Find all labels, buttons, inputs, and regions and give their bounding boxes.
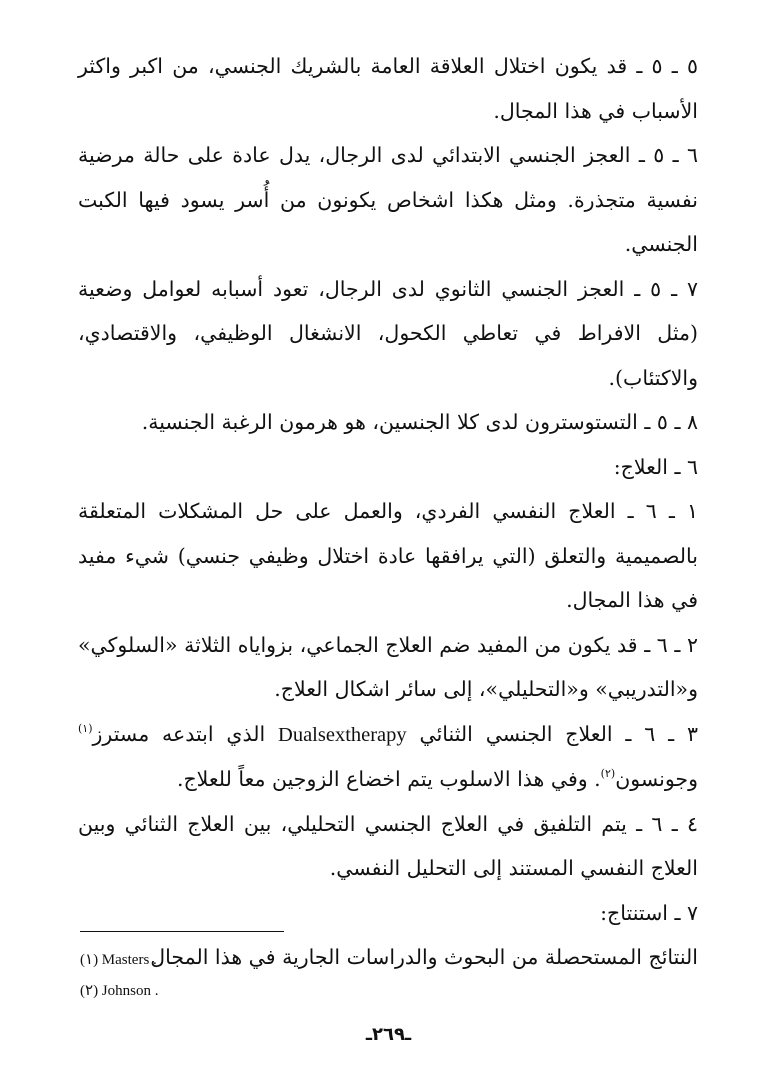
paragraph-6-3-mid: الذي ابتدعه مسترز (92, 721, 266, 746)
footnote-ref-1[interactable]: (١) (78, 721, 93, 735)
footnote-2: (٢) Johnson . (80, 983, 159, 999)
paragraph-conclusion: النتائج المستحصلة من البحوث والدراسات الجارية في هذا المجال (150, 945, 698, 969)
paragraph-5-7: ٧ ـ ٥ ـ العجز الجنسي الثانوي لدى الرجال، تعود أسبابه لعوامل وضعية (مثل الافراط في تعاطي الكحول، الانشغال الوظيفي، والاقتصادي، والاكتئاب). (78, 276, 698, 390)
footnote-1: (١) Masters . (80, 952, 157, 968)
paragraph-6-3 (78, 712, 698, 802)
section-heading-conclusion: ٧ ـ استنتاج: (600, 900, 698, 925)
paragraph-6-3-mid2: وجونسون (615, 767, 698, 791)
paragraph-6-4: ٤ ـ ٦ ـ يتم التلفيق في العلاج الجنسي التحليلي، بين العلاج الثنائي وبين العلاج النفسي المستند إلى التحليل النفسي. (78, 811, 698, 880)
section-heading-treatment: ٦ ـ العلاج: (613, 454, 698, 479)
term-dualsextherapy: Dualsextherapy (278, 723, 407, 746)
paragraph-6-3-start: ٣ ـ ٦ ـ العلاج الجنسي الثنائي (419, 721, 698, 746)
paragraph-5-5: ٥ ـ ٥ ـ قد يكون اختلال العلاقة العامة بالشريك الجنسي، من اكبر واكثر الأسباب في هذا المجال. (78, 54, 698, 123)
paragraph-6-3-end: . وفي هذا الاسلوب يتم اخضاع الزوجين معاً للعلاج. (176, 767, 601, 791)
page-number: ـ٢٦٩ـ (365, 1024, 412, 1045)
body-text (78, 44, 698, 980)
paragraph-5-6: ٦ ـ ٥ ـ العجز الجنسي الابتدائي لدى الرجال، يدل عادة على حالة مرضية نفسية متجذرة. ومثل هكذا اشخاص يكونون من أُسر يسود فيها الكبت الجنسي. (78, 143, 698, 256)
paragraph-6-2: ٢ ـ ٦ ـ قد يكون من المفيد ضم العلاج الجماعي، بزواياه الثلاثة «السلوكي» و«التدريبي» و«التحليلي»، إلى سائر اشكال العلاج. (78, 632, 698, 701)
footnotes (80, 945, 158, 1007)
paragraph-5-8: ٨ ـ ٥ ـ التستوسترون لدى كلا الجنسين، هو هرمون الرغبة الجنسية. (141, 410, 698, 434)
paragraph-6-1: ١ ـ ٦ ـ العلاج النفسي الفردي، والعمل على حل المشكلات المتعلقة بالصميمية والتعلق (التي يرافقها عادة اختلال وظيفي جنسي) شيء مفيد في هذا المجال. (78, 499, 698, 612)
footnote-divider (80, 931, 284, 932)
footnote-ref-2[interactable]: (٢) (600, 767, 616, 780)
